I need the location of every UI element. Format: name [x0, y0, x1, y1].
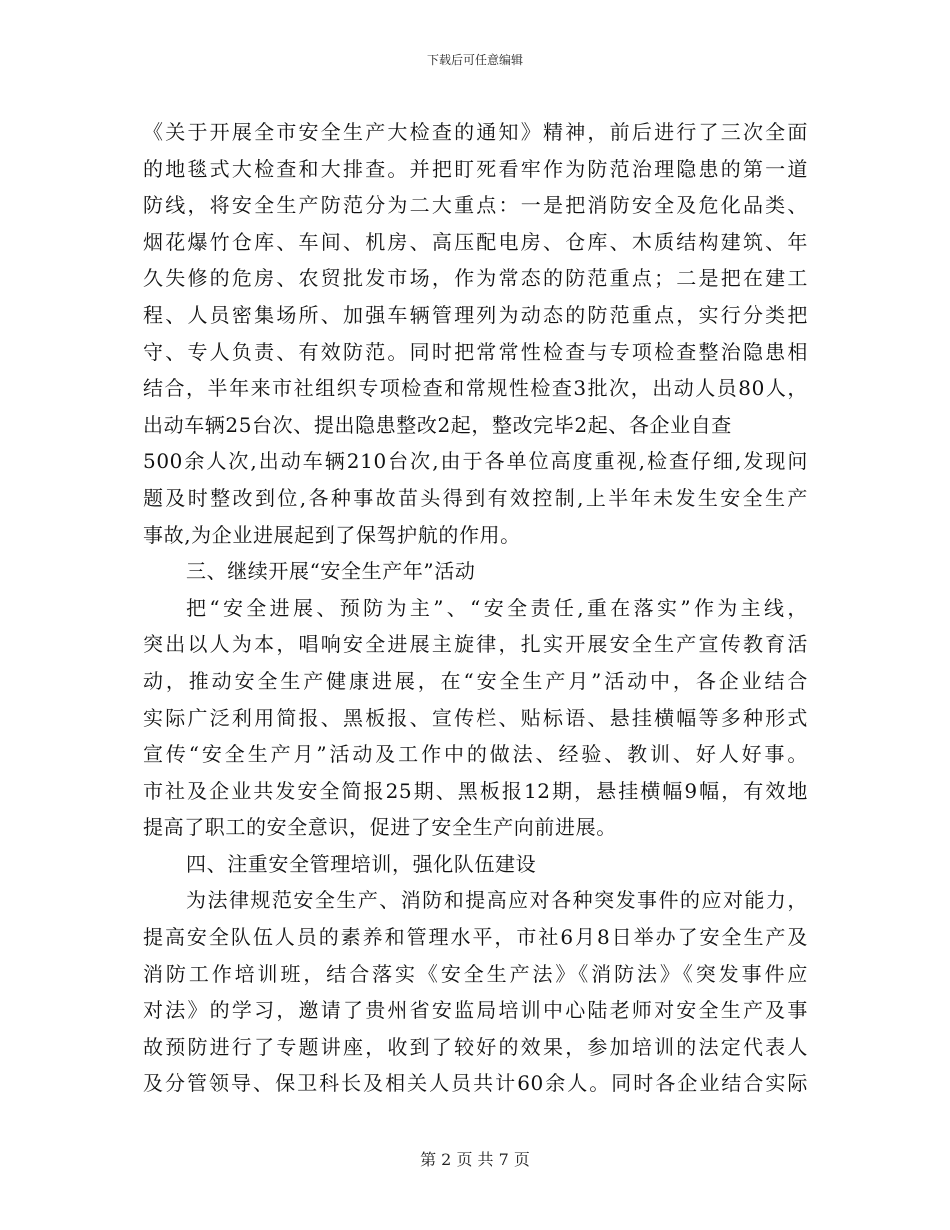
text-line: 结合，半年来市社组织专项检查和常规性检查3批次，出动人员80人， — [143, 376, 808, 401]
text-line: 对法》的学习，邀请了贵州省安监局培训中心陆老师对安全生产及事 — [143, 998, 808, 1023]
text-line: 消防工作培训班，结合落实《安全生产法》《消防法》《突发事件应 — [143, 961, 808, 986]
text-line: 的地毯式大检查和大排查。并把盯死看牢作为防范治理隐患的第一道 — [143, 156, 808, 181]
text-line: 提高安全队伍人员的素养和管理水平，市社6月8日举办了安全生产及 — [143, 925, 808, 950]
text-line: 500余人次,出动车辆210台次,由于各单位高度重视,检查仔细,发现问 — [143, 449, 808, 474]
text-line: 提高了职工的安全意识，促进了安全生产向前进展。 — [143, 815, 617, 840]
text-line: 《关于开展全市安全生产大检查的通知》精神，前后进行了三次全面 — [143, 120, 808, 144]
text-line: 题及时整改到位,各种事故苗头得到有效控制,上半年未发生安全生产 — [143, 485, 808, 510]
body-text — [143, 114, 808, 1102]
page-footer: 第 2 页 共 7 页 — [420, 1150, 530, 1169]
text-line: 四、注重安全管理培训，强化队伍建设 — [186, 851, 537, 876]
text-line: 烟花爆竹仓库、车间、机房、高压配电房、仓库、木质结构建筑、年 — [143, 229, 808, 254]
text-line: 把“安全进展、预防为主”、“安全责任,重在落实”作为主线， — [186, 595, 808, 620]
page-header: 下载后可任意编辑 — [426, 53, 523, 67]
text-line: 故预防进行了专题讲座，收到了较好的效果，参加培训的法定代表人 — [143, 1034, 808, 1059]
text-line: 突出以人为本，唱响安全进展主旋律，扎实开展安全生产宣传教育活 — [143, 632, 808, 657]
text-line: 为法律规范安全生产、消防和提高应对各种突发事件的应对能力， — [186, 888, 808, 913]
text-line: 守、专人负责、有效防范。同时把常常性检查与专项检查整治隐患相 — [143, 339, 808, 364]
text-line: 及分管领导、保卫科长及相关人员共计60余人。同时各企业结合实际 — [143, 1071, 808, 1096]
text-line: 事故,为企业进展起到了保驾护航的作用。 — [143, 522, 521, 547]
text-line: 市社及企业共发安全简报25期、黑板报12期，悬挂横幅9幅，有效地 — [143, 778, 808, 803]
text-line: 实际广泛利用简报、黑板报、宣传栏、贴标语、悬挂横幅等多种形式 — [143, 705, 808, 730]
text-line: 三、继续开展“安全生产年”活动 — [186, 559, 476, 584]
text-line: 久失修的危房、农贸批发市场，作为常态的防范重点；二是把在建工 — [143, 266, 808, 291]
text-line: 防线，将安全生产防范分为二大重点：一是把消防安全及危化品类、 — [143, 193, 808, 218]
text-line: 出动车辆25台次、提出隐患整改2起，整改完毕2起、各企业自查 — [143, 412, 732, 437]
text-line: 程、人员密集场所、加强车辆管理列为动态的防范重点，实行分类把 — [143, 302, 808, 327]
text-line: 宣传“安全生产月”活动及工作中的做法、经验、教训、好人好事。 — [143, 742, 808, 767]
text-line: 动，推动安全生产健康进展，在“安全生产月”活动中，各企业结合 — [143, 668, 808, 693]
